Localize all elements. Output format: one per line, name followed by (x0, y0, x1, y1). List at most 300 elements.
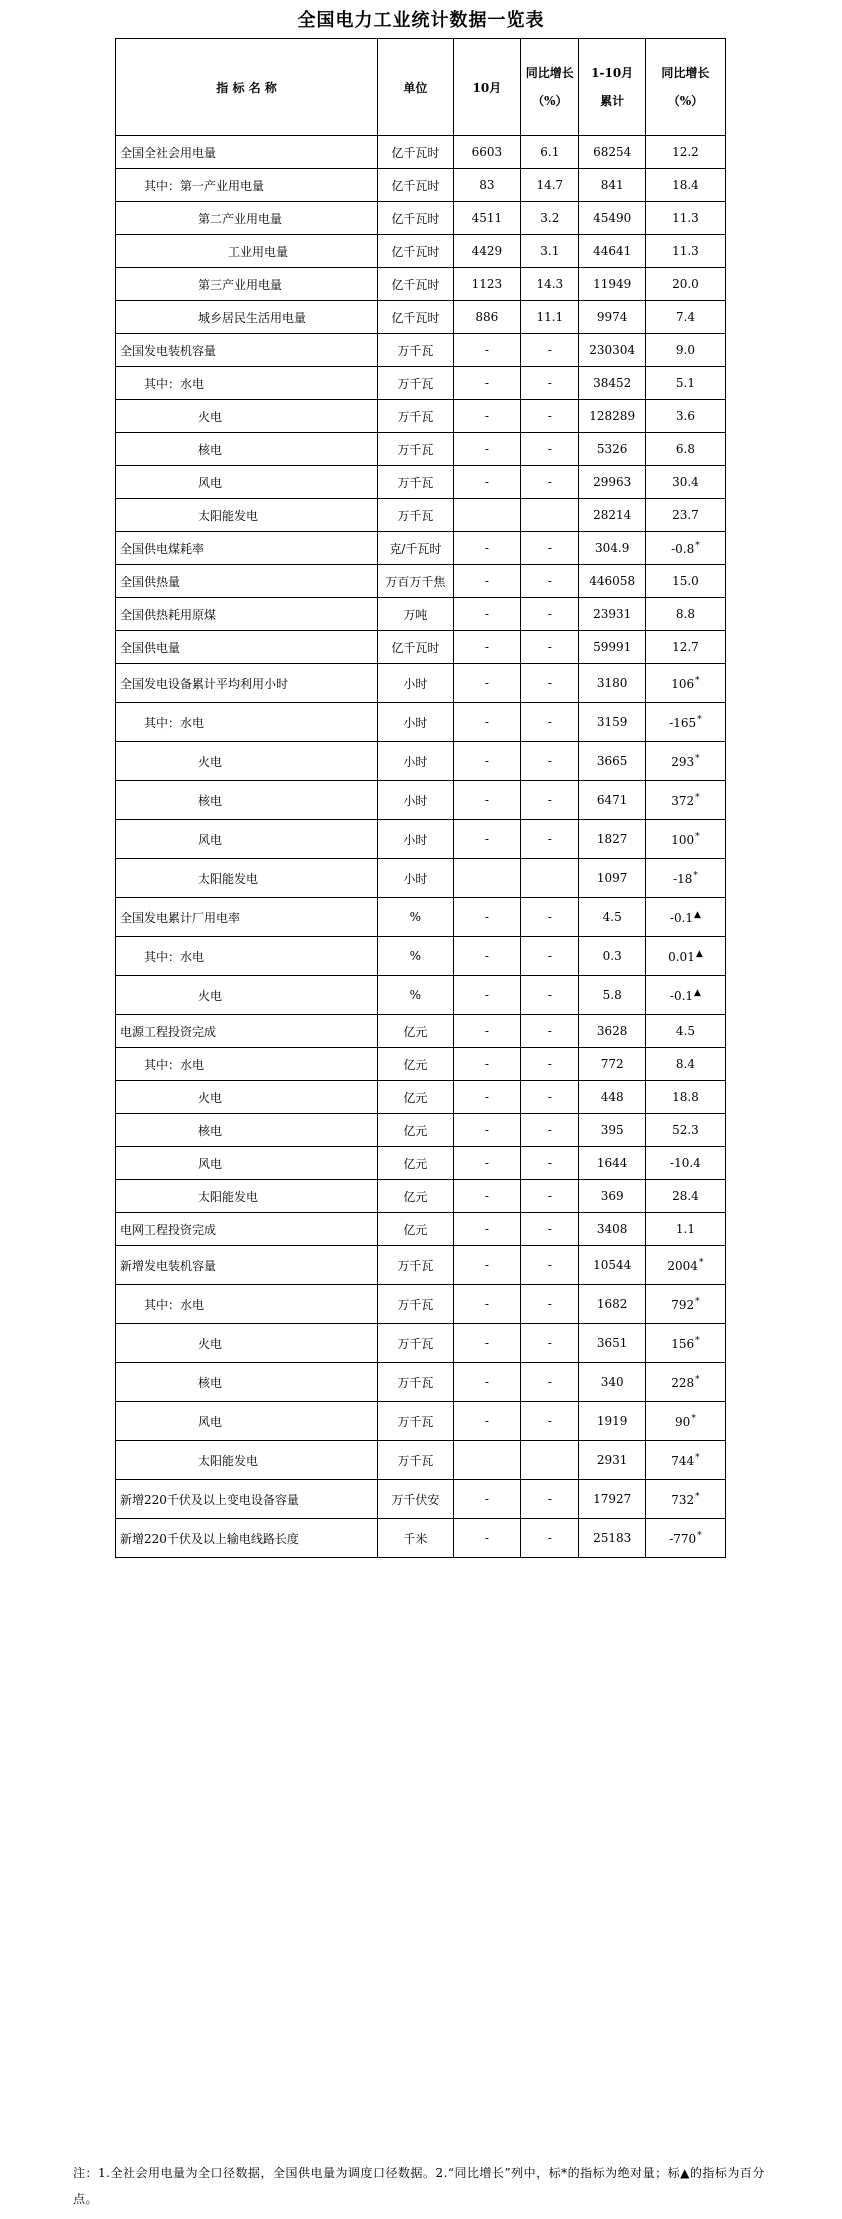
cumulative-value-cell (579, 235, 645, 268)
month-value-cell-text: 6603 (471, 145, 503, 159)
month-yoy-cell (521, 598, 579, 631)
indicator-name-cell-text: 核电 (198, 1375, 223, 1390)
indicator-name-cell-text: 太阳能发电 (198, 1189, 259, 1204)
cumulative-value-cell (579, 703, 645, 742)
cumulative-value-cell-text: 1097 (596, 871, 628, 885)
indicator-name-cell-text: 全国发电装机容量 (120, 343, 217, 358)
table-row (116, 1048, 726, 1081)
cumulative-value-cell (579, 1285, 645, 1324)
unit-cell-text: % (409, 910, 422, 924)
unit-cell-text: 亿千瓦时 (391, 211, 440, 226)
indicator-name-cell (116, 742, 378, 781)
table-row (116, 466, 726, 499)
cumulative-yoy-cell-text: 11.3 (672, 211, 699, 225)
cumulative-value-cell (579, 565, 645, 598)
month-yoy-cell (521, 742, 579, 781)
indicator-name-cell-text: 全国供热量 (120, 574, 181, 589)
table-row (116, 1324, 726, 1363)
unit-cell-text: 小时 (403, 871, 428, 886)
cumulative-value-cell-text: 29963 (593, 475, 632, 489)
month-value-cell-text: - (484, 1258, 489, 1272)
cumulative-yoy-cell-text: 792 (671, 1297, 695, 1312)
month-yoy-cell (521, 976, 579, 1015)
month-value-cell-text: - (484, 1189, 489, 1203)
month-value-cell (453, 1180, 521, 1213)
cumulative-value-cell-text: 17927 (593, 1492, 632, 1506)
month-yoy-cell (521, 1048, 579, 1081)
indicator-name-cell-text: 火电 (198, 988, 223, 1003)
unit-cell (378, 820, 454, 859)
cumulative-yoy-cell (645, 268, 725, 301)
cumulative-yoy-cell (645, 1081, 725, 1114)
cumulative-yoy-cell-text: 228 (671, 1375, 695, 1390)
table-row (116, 976, 726, 1015)
cumulative-value-cell (579, 268, 645, 301)
table-row (116, 1363, 726, 1402)
indicator-name-cell-text: 第二产业用电量 (198, 211, 283, 226)
indicator-name-cell (116, 400, 378, 433)
cumulative-value-cell-text: 4.5 (602, 910, 622, 924)
indicator-name-cell (116, 976, 378, 1015)
cumulative-value-cell (579, 898, 645, 937)
cumulative-yoy-cell (645, 1519, 725, 1558)
unit-cell (378, 565, 454, 598)
unit-cell (378, 1081, 454, 1114)
month-value-cell (453, 136, 521, 169)
cumulative-value-cell (579, 1114, 645, 1147)
month-value-cell (453, 1363, 521, 1402)
cumulative-yoy-cell-text: 30.4 (672, 475, 699, 489)
unit-cell (378, 1324, 454, 1363)
unit-cell (378, 598, 454, 631)
unit-cell (378, 334, 454, 367)
cumulative-value-cell (579, 136, 645, 169)
cumulative-yoy-cell-text: 52.3 (672, 1123, 699, 1137)
cumulative-value-cell (579, 820, 645, 859)
unit-cell-text: 小时 (403, 832, 428, 847)
table-row (116, 367, 726, 400)
cumulative-yoy-cell-text: 3.6 (675, 409, 695, 423)
cumulative-value-cell-text: 3180 (596, 676, 628, 690)
month-value-cell (453, 1213, 521, 1246)
indicator-name-cell (116, 1324, 378, 1363)
month-value-cell (453, 301, 521, 334)
unit-cell-text: 小时 (403, 754, 428, 769)
unit-cell-text: 亿千瓦时 (391, 145, 440, 160)
indicator-name-cell (116, 1519, 378, 1558)
cumulative-yoy-cell-text: 106 (671, 676, 695, 691)
unit-cell-text: 万千瓦 (397, 1414, 434, 1429)
cumulative-yoy-cell (645, 367, 725, 400)
cumulative-value-cell-text: 395 (600, 1123, 624, 1137)
table-row (116, 631, 726, 664)
month-yoy-cell-text: - (547, 1189, 552, 1203)
month-yoy-cell (521, 367, 579, 400)
month-yoy-cell-text: - (547, 640, 552, 654)
month-value-cell (453, 598, 521, 631)
cumulative-yoy-cell (645, 1114, 725, 1147)
month-yoy-cell (521, 631, 579, 664)
indicator-name-cell (116, 1363, 378, 1402)
month-yoy-cell (521, 898, 579, 937)
cumulative-yoy-cell (645, 169, 725, 202)
indicator-name-cell-text: 其中：水电 (144, 1057, 205, 1072)
cumulative-yoy-cell-text: 0.01 (668, 949, 695, 964)
indicator-name-cell (116, 565, 378, 598)
indicator-name-cell (116, 1180, 378, 1213)
month-yoy-cell-text: - (547, 1090, 552, 1104)
cumulative-yoy-cell-text: 15.0 (672, 574, 699, 588)
month-value-cell (453, 1441, 521, 1480)
table-row (116, 136, 726, 169)
unit-cell-text: 万千伏安 (391, 1492, 440, 1507)
cumulative-yoy-cell-text: 156 (671, 1336, 695, 1351)
cumulative-yoy-cell (645, 136, 725, 169)
unit-cell (378, 631, 454, 664)
absolute-value-marker: * (693, 870, 698, 881)
unit-cell-text: 万千瓦 (397, 1297, 434, 1312)
unit-cell (378, 1402, 454, 1441)
month-value-cell-text: - (484, 988, 489, 1002)
table-row (116, 202, 726, 235)
footnote: 注：1.全社会用电量为全口径数据，全国供电量为调度口径数据。2.“同比增长”列中，标*的指标为绝对量；标▲的指标为百分点。 (73, 2166, 765, 2206)
month-yoy-cell-text: - (547, 1123, 552, 1137)
indicator-name-cell (116, 1015, 378, 1048)
table-body (116, 136, 726, 1558)
month-yoy-cell (521, 781, 579, 820)
month-value-cell (453, 1402, 521, 1441)
cumulative-value-cell-text: 59991 (593, 640, 632, 654)
month-yoy-cell-text: - (547, 754, 552, 768)
month-value-cell (453, 1048, 521, 1081)
month-yoy-cell-text: - (547, 607, 552, 621)
cumulative-yoy-cell-text: 100 (671, 832, 695, 847)
month-value-cell (453, 631, 521, 664)
cumulative-value-cell (579, 1363, 645, 1402)
month-value-cell (453, 1519, 521, 1558)
cumulative-value-cell-text: 3628 (596, 1024, 628, 1038)
cumulative-value-cell (579, 859, 645, 898)
month-yoy-cell (521, 1147, 579, 1180)
indicator-name-cell-text: 新增220千伏及以上变电设备容量 (120, 1492, 299, 1507)
cumulative-value-cell (579, 937, 645, 976)
indicator-name-cell (116, 532, 378, 565)
month-yoy-cell-text: - (547, 1057, 552, 1071)
cumulative-yoy-cell (645, 499, 725, 532)
cumulative-value-cell (579, 976, 645, 1015)
unit-cell-text: 万千瓦 (397, 343, 434, 358)
month-yoy-cell (521, 703, 579, 742)
month-value-cell (453, 898, 521, 937)
unit-cell (378, 703, 454, 742)
month-yoy-cell-text: - (547, 1375, 552, 1389)
unit-cell-text: 亿元 (403, 1189, 428, 1204)
cumulative-value-cell-text: 128289 (589, 409, 636, 423)
table-row (116, 1246, 726, 1285)
month-yoy-cell (521, 433, 579, 466)
cumulative-yoy-cell-text: -0.8 (671, 541, 695, 556)
month-yoy-cell (521, 1402, 579, 1441)
cumulative-yoy-cell (645, 976, 725, 1015)
indicator-name-cell-text: 风电 (198, 1414, 223, 1429)
month-value-cell-text: - (484, 376, 489, 390)
cumulative-value-cell (579, 400, 645, 433)
indicator-name-cell (116, 433, 378, 466)
cumulative-value-cell-text: 10544 (593, 1258, 632, 1272)
cumulative-yoy-cell-text: -770 (669, 1531, 697, 1546)
cumulative-yoy-cell (645, 301, 725, 334)
indicator-name-cell-text: 风电 (198, 832, 223, 847)
indicator-name-cell-text: 全国供电量 (120, 640, 181, 655)
indicator-name-cell (116, 1048, 378, 1081)
header-yoy-month: 同比增长 （%） (521, 39, 579, 136)
month-value-cell (453, 1285, 521, 1324)
month-value-cell-text: - (484, 1375, 489, 1389)
cumulative-value-cell (579, 334, 645, 367)
month-yoy-cell-text: - (547, 376, 552, 390)
month-yoy-cell-text: - (547, 793, 552, 807)
cumulative-value-cell-text: 38452 (593, 376, 632, 390)
month-value-cell-text: - (484, 574, 489, 588)
month-value-cell (453, 1114, 521, 1147)
unit-cell (378, 268, 454, 301)
unit-cell-text: 万吨 (403, 607, 428, 622)
month-yoy-cell-text: - (547, 832, 552, 846)
cumulative-value-cell (579, 169, 645, 202)
table-row (116, 1402, 726, 1441)
header-cumulative: 1-10月 累计 (579, 39, 645, 136)
cumulative-yoy-cell (645, 859, 725, 898)
cumulative-value-cell (579, 598, 645, 631)
month-yoy-cell-text: - (547, 1156, 552, 1170)
month-value-cell-text: - (484, 715, 489, 729)
percentage-point-marker: ▲ (694, 987, 701, 998)
month-yoy-cell (521, 859, 579, 898)
unit-cell-text: 小时 (403, 676, 428, 691)
table-row (116, 742, 726, 781)
cumulative-yoy-cell-text: -165 (669, 715, 697, 730)
month-value-cell-text: 83 (479, 178, 495, 192)
cumulative-value-cell-text: 68254 (593, 145, 632, 159)
cumulative-yoy-cell (645, 1048, 725, 1081)
table-row (116, 565, 726, 598)
cumulative-yoy-cell-text: 5.1 (675, 376, 695, 390)
unit-cell-text: 克/千瓦时 (389, 541, 442, 556)
unit-cell (378, 1246, 454, 1285)
unit-cell-text: 万千瓦 (397, 409, 434, 424)
indicator-name-cell-text: 其中：第一产业用电量 (144, 178, 265, 193)
table-row (116, 499, 726, 532)
unit-cell (378, 367, 454, 400)
indicator-name-cell (116, 1402, 378, 1441)
cumulative-yoy-cell (645, 1147, 725, 1180)
table-row (116, 820, 726, 859)
cumulative-yoy-cell-text: -18 (673, 871, 693, 886)
absolute-value-marker: * (695, 1296, 700, 1307)
month-value-cell-text: - (484, 1222, 489, 1236)
month-yoy-cell-text: 14.7 (536, 178, 564, 192)
unit-cell-text: 万百万千焦 (385, 574, 446, 589)
indicator-name-cell-text: 火电 (198, 754, 223, 769)
month-yoy-cell (521, 136, 579, 169)
cumulative-yoy-cell (645, 532, 725, 565)
month-value-cell-text: - (484, 910, 489, 924)
cumulative-yoy-cell-text: 8.4 (675, 1057, 695, 1071)
cumulative-yoy-cell (645, 1402, 725, 1441)
month-yoy-cell (521, 499, 579, 532)
unit-cell (378, 1441, 454, 1480)
month-yoy-cell-text: - (547, 949, 552, 963)
cumulative-value-cell (579, 664, 645, 703)
cumulative-value-cell-text: 44641 (593, 244, 632, 258)
month-value-cell-text: - (484, 475, 489, 489)
month-yoy-cell (521, 820, 579, 859)
cumulative-value-cell (579, 301, 645, 334)
cumulative-yoy-cell (645, 1324, 725, 1363)
unit-cell (378, 1363, 454, 1402)
indicator-name-cell (116, 1441, 378, 1480)
absolute-value-marker: * (691, 1413, 696, 1424)
unit-cell (378, 202, 454, 235)
month-value-cell (453, 169, 521, 202)
cumulative-yoy-cell-text: 18.4 (672, 178, 699, 192)
month-value-cell-text: - (484, 793, 489, 807)
month-value-cell (453, 532, 521, 565)
month-yoy-cell-text: - (547, 574, 552, 588)
month-value-cell-text: - (484, 1024, 489, 1038)
absolute-value-marker: * (695, 1374, 700, 1385)
unit-cell (378, 400, 454, 433)
cumulative-value-cell-text: 772 (600, 1057, 624, 1071)
month-value-cell (453, 820, 521, 859)
unit-cell-text: 万千瓦 (397, 1375, 434, 1390)
month-value-cell-text: - (484, 1123, 489, 1137)
absolute-value-marker: * (695, 1335, 700, 1346)
cumulative-yoy-cell (645, 781, 725, 820)
page-title: 全国电力工业统计数据一览表 (297, 10, 545, 31)
cumulative-yoy-cell-text: 12.7 (672, 640, 699, 654)
indicator-name-cell-text: 电网工程投资完成 (120, 1222, 217, 1237)
month-value-cell-text: - (484, 343, 489, 357)
cumulative-value-cell-text: 23931 (593, 607, 632, 621)
indicator-name-cell-text: 全国供热耗用原煤 (120, 607, 217, 622)
unit-cell (378, 532, 454, 565)
table-row (116, 400, 726, 433)
month-value-cell-text: - (484, 1156, 489, 1170)
cumulative-yoy-cell (645, 898, 725, 937)
month-yoy-cell-text: 11.1 (536, 310, 564, 324)
indicator-name-cell-text: 城乡居民生活用电量 (198, 310, 307, 325)
table-row (116, 1114, 726, 1147)
month-yoy-cell-text: - (547, 1258, 552, 1272)
month-value-cell (453, 1081, 521, 1114)
cumulative-yoy-cell-text: 28.4 (672, 1189, 699, 1203)
unit-cell (378, 1114, 454, 1147)
cumulative-yoy-cell-text: 18.8 (672, 1090, 699, 1104)
cumulative-value-cell-text: 11949 (593, 277, 632, 291)
month-yoy-cell-text: 14.3 (536, 277, 564, 291)
month-value-cell-text: - (484, 541, 489, 555)
unit-cell-text: 万千瓦 (397, 475, 434, 490)
indicator-name-cell-text: 核电 (198, 442, 223, 457)
month-yoy-cell-text: - (547, 910, 552, 924)
month-value-cell (453, 235, 521, 268)
month-yoy-cell (521, 169, 579, 202)
cumulative-value-cell-text: 1827 (596, 832, 628, 846)
cumulative-yoy-cell-text: 2004 (667, 1258, 698, 1273)
unit-cell (378, 937, 454, 976)
month-yoy-cell-text: - (547, 1414, 552, 1428)
indicator-name-cell (116, 499, 378, 532)
cumulative-value-cell-text: 2931 (596, 1453, 628, 1467)
cumulative-yoy-cell-text: 11.3 (672, 244, 699, 258)
cumulative-value-cell-text: 446058 (589, 574, 636, 588)
indicator-name-cell (116, 1114, 378, 1147)
unit-cell-text: 亿千瓦时 (391, 310, 440, 325)
cumulative-value-cell (579, 742, 645, 781)
unit-cell (378, 235, 454, 268)
percentage-point-marker: ▲ (694, 909, 701, 920)
cumulative-value-cell-text: 230304 (589, 343, 636, 357)
month-value-cell-text: 886 (475, 310, 499, 324)
cumulative-yoy-cell-text: 90 (675, 1414, 691, 1429)
cumulative-yoy-cell (645, 466, 725, 499)
month-value-cell (453, 1480, 521, 1519)
table-row (116, 1081, 726, 1114)
unit-cell (378, 898, 454, 937)
absolute-value-marker: * (695, 831, 700, 842)
indicator-name-cell-text: 太阳能发电 (198, 1453, 259, 1468)
month-value-cell-text: - (484, 607, 489, 621)
cumulative-value-cell-text: 5326 (596, 442, 628, 456)
month-value-cell-text: - (484, 1492, 489, 1506)
indicator-name-cell-text: 电源工程投资完成 (120, 1024, 217, 1039)
month-value-cell (453, 334, 521, 367)
cumulative-value-cell-text: 369 (600, 1189, 624, 1203)
table-row (116, 859, 726, 898)
indicator-name-cell (116, 466, 378, 499)
indicator-name-cell (116, 301, 378, 334)
cumulative-value-cell (579, 1441, 645, 1480)
table-row (116, 1147, 726, 1180)
table-row (116, 1285, 726, 1324)
month-yoy-cell-text: - (547, 343, 552, 357)
unit-cell-text: 万千瓦 (397, 376, 434, 391)
absolute-value-marker: * (698, 1257, 704, 1268)
month-yoy-cell-text: - (547, 442, 552, 456)
unit-cell (378, 136, 454, 169)
table-row (116, 781, 726, 820)
indicator-name-cell-text: 全国发电设备累计平均利用小时 (120, 676, 289, 691)
month-yoy-cell (521, 1441, 579, 1480)
month-value-cell (453, 499, 521, 532)
indicator-name-cell-text: 其中：水电 (144, 949, 205, 964)
unit-cell-text: 千米 (403, 1531, 428, 1546)
cumulative-value-cell-text: 340 (600, 1375, 624, 1389)
cumulative-value-cell (579, 1180, 645, 1213)
absolute-value-marker: * (695, 753, 700, 764)
month-yoy-cell (521, 1480, 579, 1519)
month-value-cell (453, 664, 521, 703)
indicator-name-cell (116, 781, 378, 820)
month-value-cell-text: - (484, 640, 489, 654)
unit-cell (378, 433, 454, 466)
cumulative-value-cell (579, 1480, 645, 1519)
cumulative-value-cell-text: 45490 (593, 211, 632, 225)
unit-cell (378, 859, 454, 898)
month-yoy-cell-text: - (547, 1336, 552, 1350)
cumulative-yoy-cell-text: -0.1 (669, 988, 694, 1003)
